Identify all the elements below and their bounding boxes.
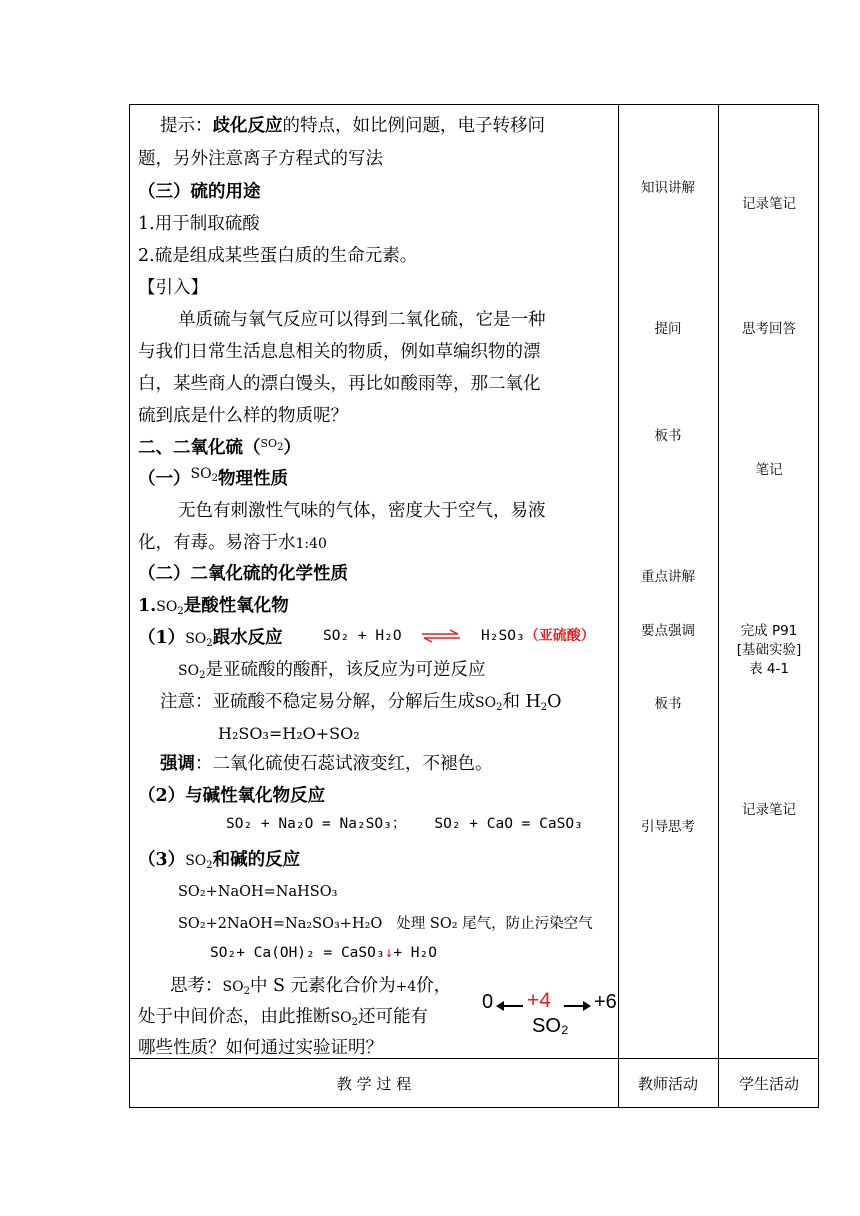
student-activity-7: 记录笔记 (742, 802, 796, 818)
reaction-2-equation: SO₂ + Na₂O = Na₂SO₃； SO₂ + CaO = CaSO₃ (226, 816, 583, 832)
think-line-3: 哪些性质？如何通过实验证明？ (138, 1038, 383, 1058)
teacher-activity-5: 要点强调 (641, 623, 695, 639)
note-line: 注意：亚硫酸不稳定易分解，分解后生成$SO_2$和 $H_2O$ (160, 692, 562, 713)
footer-teaching-process: 教 学 过 程 (336, 1075, 412, 1093)
decomposition-equation: H₂SO₃=H₂O+SO₂ (218, 724, 360, 743)
student-activity-6: 表 4-1 (749, 661, 789, 677)
student-activity-5: [基础实验] (736, 642, 802, 658)
intro-line-2: 与我们日常生活息息相关的物质，例如草编织物的漂 (138, 342, 541, 362)
teacher-activity-3: 板书 (654, 428, 682, 444)
intro-line-1: 单质硫与氧气反应可以得到二氧化硫，它是一种 (178, 310, 546, 330)
hint-term: 歧化反应 (212, 116, 283, 136)
acid-oxide-title: $1.SO_2$是酸性氧化物 (138, 596, 289, 617)
left-arrow-icon (496, 1000, 524, 1012)
solubility-ratio: 1:40 (295, 536, 327, 552)
student-activity-2: 思考回答 (742, 321, 796, 337)
physical-line-2: 化，有毒。易溶于水1:40 (138, 533, 327, 553)
reaction-2-title: （2）与碱性氧化物反应 (138, 786, 326, 806)
use-item-1: 1.用于制取硫酸 (138, 214, 260, 234)
reaction-3-equation-1: SO₂+NaOH=NaHSO₃ (178, 884, 338, 900)
emphasis-line: 强调：二氧化硫使石蕊试液变红，不褪色。 (160, 754, 493, 774)
sulfurous-acid-label: （亚硫酸） (524, 628, 595, 644)
right-arrow-icon (564, 1000, 592, 1012)
physical-title: （一）$^{SO_2}$物理性质 (138, 466, 288, 489)
chemical-title: （二）二氧化硫的化学性质 (138, 564, 348, 584)
think-line-1: 思考：$SO_2$中 S 元素化合价为+4价， (170, 976, 452, 997)
teacher-activity-2: 提问 (654, 321, 682, 337)
reaction-3-equation-2: SO₂+2NaOH=Na₂SO₃+H₂O 处理 SO₂ 尾气，防止污染空气 (178, 916, 593, 932)
valence-mid: +4 (527, 989, 551, 1012)
hint-line-2: 题，另外注意离子方程式的写法 (138, 149, 383, 169)
use-item-2: 2.硫是组成某些蛋白质的生命元素。 (138, 246, 418, 266)
think-line-2: 处于中间价态，由此推断$SO_2$还可能有 (138, 1007, 428, 1028)
teacher-activity-1: 知识讲解 (641, 180, 695, 196)
lesson-table (129, 104, 819, 1108)
reaction-1-equation: SO₂ + H₂O H₂SO₃（亚硫酸） (323, 628, 595, 644)
section-uses-title: （三）硫的用途 (138, 182, 261, 202)
hint-line-1: 提示：歧化反应的特点，如比例问题，电子转移问 (160, 116, 545, 136)
column-divider-1 (618, 105, 619, 1107)
student-activity-3: 笔记 (755, 462, 783, 478)
precipitate-arrow-icon: ↓ (384, 945, 394, 961)
valence-low: 0 (482, 991, 494, 1013)
physical-line-1: 无色有刺激性气味的气体，密度大于空气，易液 (178, 501, 546, 521)
footer-teacher-activity: 教师活动 (637, 1075, 698, 1093)
reversible-arrow-icon (420, 629, 462, 643)
reaction-3-title: $(3)SO_2$和碱的反应 (138, 850, 301, 871)
student-activity-4: 完成 P91 (740, 623, 798, 639)
anhydride-line: $SO_2$是亚硫酸的酸酐，该反应为可逆反应 (178, 660, 486, 681)
teacher-activity-4: 重点讲解 (641, 569, 695, 585)
footer-student-activity: 学生活动 (738, 1075, 799, 1093)
intro-label: 【引入】 (138, 278, 208, 298)
student-activity-1: 记录笔记 (742, 196, 796, 212)
valence-high: +6 (594, 991, 617, 1013)
reaction-3-equation-3: SO₂+ Ca(OH)₂ = CaSO₃↓+ H₂O (210, 945, 437, 961)
intro-line-3: 白，某些商人的漂白馒头，再比如酸雨等，那二氧化 (138, 374, 541, 394)
reaction-1-title: $(1)SO_2$跟水反应 (138, 628, 283, 649)
teacher-activity-7: 引导思考 (641, 819, 695, 835)
part2-title: 二、二氧化硫（$^{SO_2}$） (138, 437, 301, 458)
valence-diagram (482, 989, 617, 1041)
teacher-activity-6: 板书 (654, 696, 682, 712)
intro-line-4: 硫到底是什么样的物质呢？ (138, 406, 348, 426)
column-divider-2 (718, 105, 719, 1107)
valence-compound: SO₂ (532, 1015, 569, 1037)
